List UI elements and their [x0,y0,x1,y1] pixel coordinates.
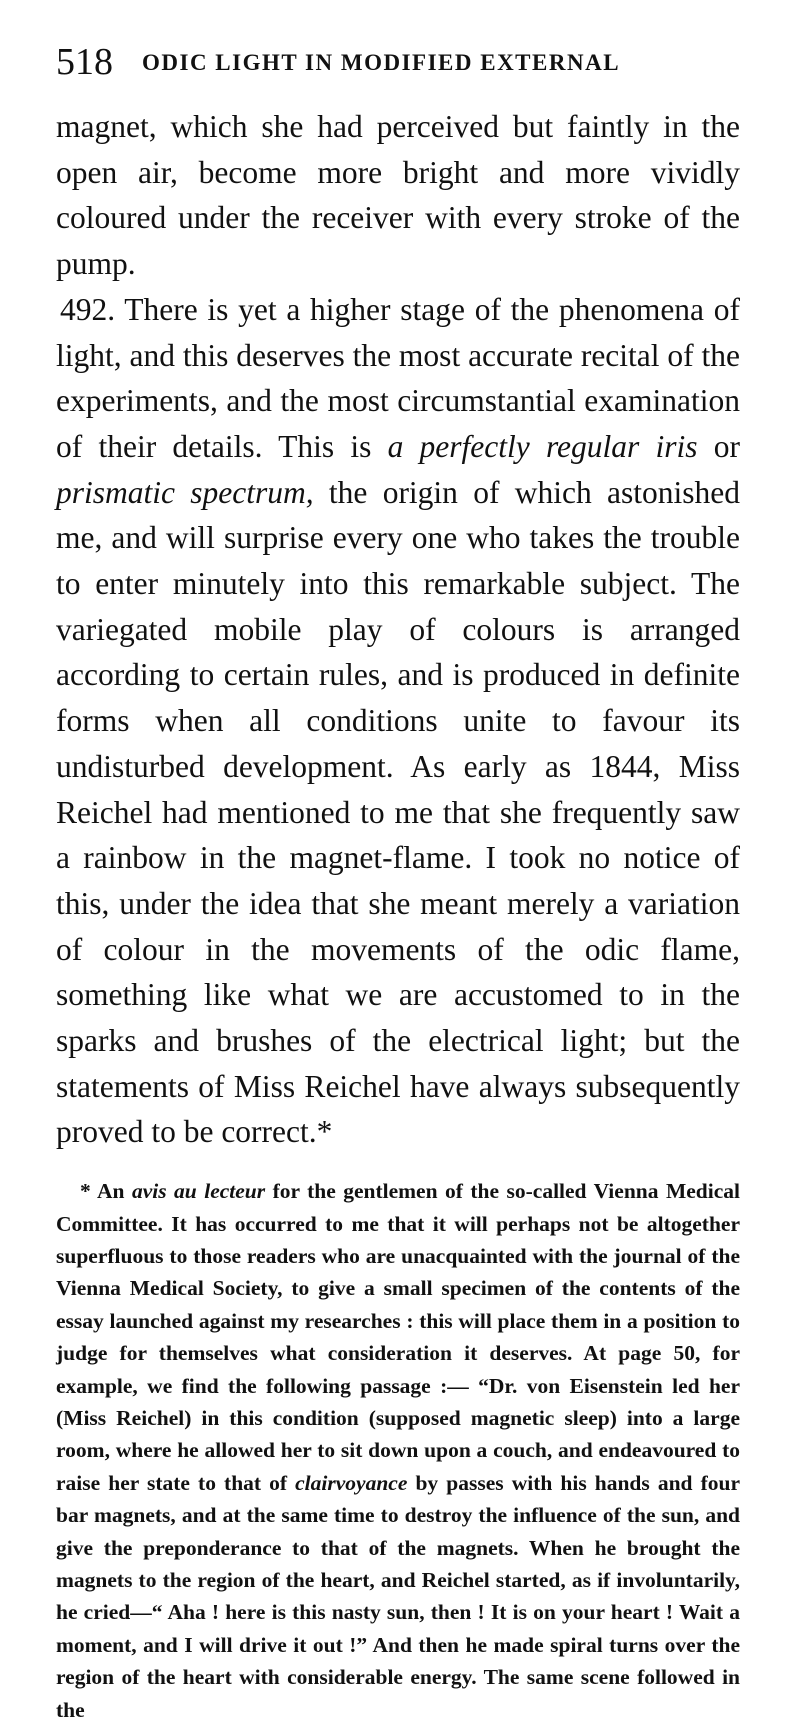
footnote [56,1175,740,1726]
footnote-middle: for the gentlemen of the so-called Vienna Medical Committee. It has occurred to me that it will perhaps not be altogether superfluous to those readers who are unacquainted with the journal of the Vienna Medical Society, to give a small specimen of the contents of the essay launched against my researches : this will place them in a position to judge for themselves what consideration it deserves. At page 50, for example, we find the following passage :— “Dr. von Eisenstein led her (Miss Reichel) in this condition (supposed magnetic sleep) into a large room, where he allowed her to sit down upon a couch, and endeavoured to raise her state to that of [56,1179,740,1495]
paragraph-492 [56,287,740,1155]
running-head [56,40,740,90]
book-page [0,40,800,1722]
footnote-text [56,1175,740,1726]
running-title: ODIC LIGHT IN MODIFIED EXTERNAL [142,50,621,75]
paragraph-continuation: magnet, which she had perceived but faintly in the open air, become more bright and more vividly coloured under the receiver with every stroke of the pump. [56,109,740,282]
page-number: 518 [56,41,113,83]
footnote-end: by passes with his hands and four bar magnets, and at the same time to destroy the influence of the sun, and give the preponderance to that of the magnets. When he brought the magnets to the region of the heart, and Reichel started, as if involuntarily, he cried—“ Aha ! here is this nasty sun, then ! It is on your heart ! Wait a moment, and I will drive it out !” And then he made spiral turns over the region of the heart with considerable energy. The same scene followed in the [56,1470,740,1722]
main-text [56,104,740,1155]
paragraph-492-end: the origin of which astonished me, and will surprise every one who takes the trouble to enter minutely into this remarkable subject. The variegated mobile play of colours is arranged according to certain rules, and is produced in definite forms when all conditions unite to favour its undisturbed development. As early as 1844, Miss Reichel had mentioned to me that she frequently saw a rainbow in the magnet-flame. I took no notice of this, under the idea that she meant merely a variation of colour in the movements of the odic flame, something like what we are accustomed to in the sparks and brushes of the electrical light; but the statements of Miss Reichel have always subsequently proved to be correct.* [56,474,740,1150]
footnote-start: * An [80,1179,132,1204]
paragraph-492-or: or [697,428,740,464]
italic-phrase-spectrum: prismatic spectrum, [56,474,314,510]
italic-phrase-iris: a perfectly regular iris [387,428,698,464]
footnote-italic-avis: avis au lecteur [131,1179,266,1204]
paragraph-492-start: 492. There is yet a higher stage of the phenomena of light, and this deserves the most accurate recital of the experiments, and the most circumstantial examination of their details. This is [56,291,741,464]
footnote-italic-clairvoyance: clairvoyance [295,1470,408,1495]
